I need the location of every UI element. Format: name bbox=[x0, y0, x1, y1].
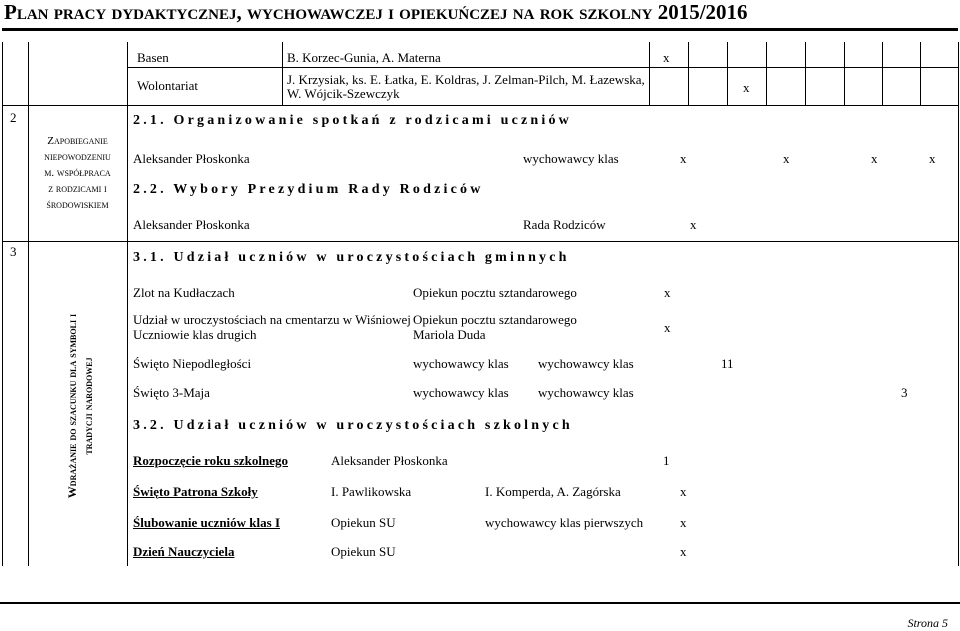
section-3-label: Wdrażanie do szacunku dla symboli i tradycji narodowej bbox=[65, 313, 95, 499]
section-2-label: Zapobieganie niepowodzeniu m. współpraca z rodzicami i środowiskiem bbox=[44, 135, 111, 211]
cmentarz-resp-2: Mariola Duda bbox=[413, 327, 486, 342]
grid-line bbox=[958, 42, 959, 566]
grid-line bbox=[2, 241, 958, 242]
maj-resp2: wychowawcy klas bbox=[538, 385, 634, 400]
row-basen-persons: B. Korzec-Gunia, A. Materna bbox=[287, 50, 441, 65]
maj-val: 3 bbox=[901, 385, 908, 400]
grid-line bbox=[882, 42, 883, 105]
slubowanie-resp: Opiekun SU bbox=[331, 515, 396, 530]
row-basen-x: x bbox=[663, 50, 670, 65]
section-3-1-title: 3.1. Udział uczniów w uroczystościach gminnych bbox=[133, 250, 570, 265]
patron-name: Święto Patrona Szkoły bbox=[133, 484, 258, 499]
grid-line bbox=[2, 105, 958, 106]
grid-line bbox=[766, 42, 767, 105]
section-2-1-x3: x bbox=[871, 151, 878, 166]
rozpoczecie-resp: Aleksander Płoskonka bbox=[331, 453, 448, 468]
cmentarz-val: x bbox=[664, 320, 671, 335]
dzien-nauczyciela-name: Dzień Nauczyciela bbox=[133, 544, 235, 559]
section-3-2-title: 3.2. Udział uczniów w uroczystościach szkolnych bbox=[133, 418, 573, 433]
section-2-1-resp: wychowawcy klas bbox=[523, 151, 619, 166]
cmentarz-resp-1: Opiekun pocztu sztandarowego bbox=[413, 312, 577, 327]
patron-val: x bbox=[680, 484, 687, 499]
cmentarz-name-1: Udział w uroczystościach na cmentarzu w Wiśniowej bbox=[133, 312, 411, 327]
section-2-1-x1: x bbox=[680, 151, 687, 166]
cmentarz-name-2: Uczniowie klas drugich bbox=[133, 327, 257, 342]
section-2-1-x2: x bbox=[783, 151, 790, 166]
patron-resp2: I. Komperda, A. Zagórska bbox=[485, 484, 621, 499]
grid-line bbox=[805, 42, 806, 105]
grid-line bbox=[127, 42, 128, 566]
zlot-val: x bbox=[664, 285, 671, 300]
section-2-2-title: 2.2. Wybory Prezydium Rady Rodziców bbox=[133, 182, 484, 197]
grid-line bbox=[2, 42, 3, 566]
slubowanie-val: x bbox=[680, 515, 687, 530]
dzien-nauczyciela-val: x bbox=[680, 544, 687, 559]
footer-rule bbox=[0, 602, 960, 604]
page-number: Strona 5 bbox=[907, 616, 948, 630]
row-wolontariat-persons-1: J. Krzysiak, ks. E. Łatka, E. Koldras, J. Zelman-Pilch, M. Łazewska, bbox=[287, 72, 645, 87]
zlot-resp: Opiekun pocztu sztandarowego bbox=[413, 285, 577, 300]
section-2-number: 2 bbox=[10, 110, 17, 125]
section-2-2-x1: x bbox=[690, 217, 697, 232]
grid-line bbox=[649, 42, 650, 105]
section-2-2-resp: Rada Rodziców bbox=[523, 217, 606, 232]
zlot-name: Zlot na Kudłaczach bbox=[133, 285, 235, 300]
row-basen-label: Basen bbox=[137, 50, 169, 65]
row-wolontariat-label: Wolontariat bbox=[137, 78, 199, 93]
row-wolontariat-persons-2: W. Wójcik-Szewczyk bbox=[287, 86, 400, 101]
slubowanie-resp2: wychowawcy klas pierwszych bbox=[485, 515, 644, 530]
grid-line bbox=[844, 42, 845, 105]
row-wolontariat-x: x bbox=[743, 80, 750, 95]
grid-line bbox=[282, 42, 283, 105]
rozpoczecie-name: Rozpoczęcie roku szkolnego bbox=[133, 453, 289, 468]
grid-line bbox=[688, 42, 689, 105]
section-2-2-person: Aleksander Płoskonka bbox=[133, 217, 250, 232]
niepodleglosc-val: 11 bbox=[721, 356, 734, 371]
section-2-1-person: Aleksander Płoskonka bbox=[133, 151, 250, 166]
rozpoczecie-val: 1 bbox=[663, 453, 670, 468]
title-underline bbox=[2, 28, 958, 31]
patron-resp: I. Pawlikowska bbox=[331, 484, 412, 499]
dzien-nauczyciela-resp: Opiekun SU bbox=[331, 544, 396, 559]
grid-line bbox=[28, 42, 29, 566]
grid-line bbox=[920, 42, 921, 105]
maj-resp: wychowawcy klas bbox=[413, 385, 509, 400]
grid-line bbox=[127, 67, 958, 68]
section-2-1-x4: x bbox=[929, 151, 936, 166]
maj-name: Święto 3-Maja bbox=[133, 385, 210, 400]
niepodleglosc-resp2: wychowawcy klas bbox=[538, 356, 634, 371]
section-3-number: 3 bbox=[10, 244, 17, 259]
grid-line bbox=[727, 42, 728, 105]
niepodleglosc-resp: wychowawcy klas bbox=[413, 356, 509, 371]
section-2-1-title: 2.1. Organizowanie spotkań z rodzicami uczniów bbox=[133, 113, 572, 128]
niepodleglosc-name: Święto Niepodległości bbox=[133, 356, 252, 371]
page-title: Plan pracy dydaktycznej, wychowawczej i opiekuńczej na rok szkolny 2015/2016 bbox=[4, 0, 748, 24]
slubowanie-name: Ślubowanie uczniów klas I bbox=[133, 515, 281, 530]
